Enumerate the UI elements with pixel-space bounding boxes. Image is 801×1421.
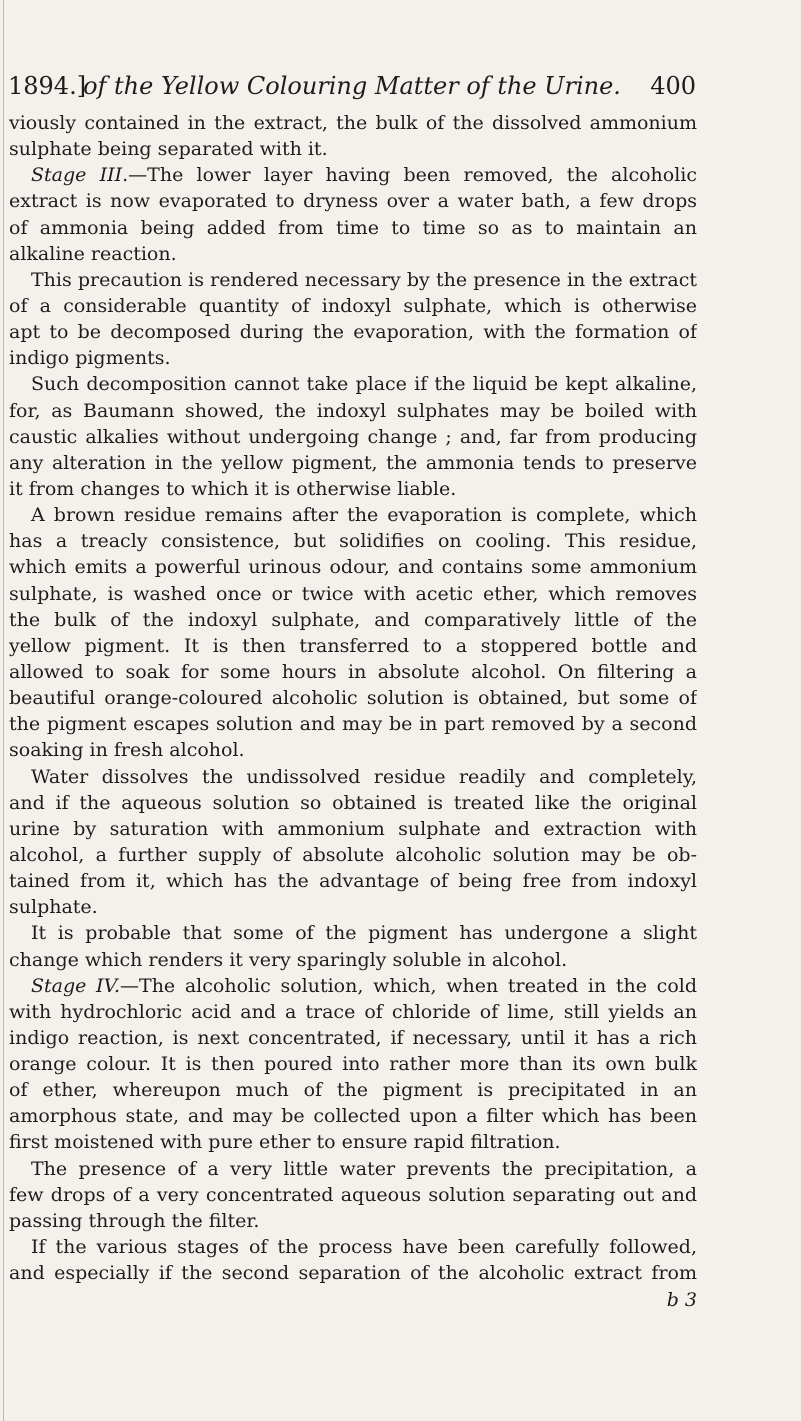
- line-text: which emits a powerful urinous odour, and contains some ammonium: [9, 556, 697, 579]
- signature-text: b 3: [666, 1289, 697, 1311]
- text-line: [9, 711, 697, 737]
- text-line: [9, 450, 697, 476]
- line-text: the pigment escapes solution and may be in part removed by a second: [9, 713, 697, 736]
- page-gutter-edge: [3, 0, 4, 1421]
- text-line: [9, 241, 697, 267]
- line-text: —The alcoholic solution, which, when treated in the cold: [120, 974, 697, 997]
- line-text: Such decomposition cannot take place if the liquid be kept alkaline,: [31, 373, 697, 396]
- text-line: [9, 581, 697, 607]
- line-text: it from changes to which it is otherwise liable.: [9, 477, 457, 500]
- text-line: [9, 685, 697, 711]
- text-line: [9, 973, 697, 999]
- text-line: [9, 894, 697, 920]
- text-line: [9, 1260, 697, 1286]
- line-text: the bulk of the indoxyl sulphate, and comparatively little of the: [9, 608, 697, 631]
- line-text: extract is now evaporated to dryness over a water bath, a few drops: [9, 190, 697, 213]
- text-line: [9, 1208, 697, 1234]
- text-line: [9, 502, 697, 528]
- line-text: yellow pigment. It is then transferred to a stoppered bottle and: [9, 634, 697, 657]
- text-line: [9, 920, 697, 946]
- line-text: few drops of a very concentrated aqueous solution separating out and: [9, 1183, 697, 1206]
- text-line: [9, 528, 697, 554]
- line-text: and if the aqueous solution so obtained is treated like the original: [9, 791, 697, 814]
- line-text: has a treacly consistence, but solidifies on cooling. This residue,: [9, 530, 697, 553]
- text-line: [9, 999, 697, 1025]
- line-text: caustic alkalies without undergoing change ; and, far from producing: [9, 425, 697, 448]
- line-text: indigo pigments.: [9, 347, 171, 370]
- page-number: 400: [650, 72, 696, 100]
- text-line: [9, 398, 697, 424]
- text-line: [9, 842, 697, 868]
- line-text: of ammonia being added from time to time so as to maintain an: [9, 216, 697, 239]
- line-text: It is probable that some of the pigment has undergone a slight: [31, 922, 697, 945]
- text-line: [9, 1103, 697, 1129]
- line-text: This precaution is rendered necessary by the presence in the extract: [31, 268, 697, 291]
- text-line: [9, 633, 697, 659]
- line-text: viously contained in the extract, the bulk of the dissolved ammonium: [9, 112, 697, 134]
- text-line: [9, 816, 697, 842]
- stage-heading: Stage IV.: [31, 974, 121, 997]
- text-line: [9, 1156, 697, 1182]
- line-text: apt to be decomposed during the evaporation, with the formation of: [9, 321, 697, 344]
- header-title: of the Yellow Colouring Matter of the Urine.: [83, 72, 621, 100]
- text-line: [9, 1077, 697, 1103]
- line-text: with hydrochloric acid and a trace of chloride of lime, still yields an: [9, 1000, 697, 1023]
- line-text: beautiful orange-coloured alcoholic solution is obtained, but some of: [9, 687, 697, 710]
- line-text: The presence of a very little water prevents the precipitation, a: [31, 1157, 697, 1180]
- line-text: Water dissolves the undissolved residue readily and completely,: [31, 765, 697, 788]
- stage-heading: Stage III.: [31, 164, 129, 187]
- line-text: any alteration in the yellow pigment, the ammonia tends to preserve: [9, 451, 697, 474]
- line-text: orange colour. It is then poured into rather more than its own bulk: [9, 1053, 697, 1076]
- text-line: [9, 110, 697, 136]
- text-line: [9, 737, 697, 763]
- text-line: [9, 345, 697, 371]
- text-line: [9, 1025, 697, 1051]
- line-text: allowed to soak for some hours in absolute alcohol. On filtering a: [9, 660, 697, 683]
- text-line: [9, 1182, 697, 1208]
- line-text: alcohol, a further supply of absolute alcoholic solution may be ob-: [9, 843, 697, 866]
- signature-mark: [9, 1287, 725, 1313]
- text-line: [9, 947, 697, 973]
- text-line: [9, 659, 697, 685]
- line-text: for, as Baumann showed, the indoxyl sulphates may be boiled with: [9, 399, 697, 422]
- running-header: [8, 72, 696, 108]
- line-text: tained from it, which has the advantage of being free from indoxyl: [9, 870, 697, 893]
- line-text: soaking in fresh alcohol.: [9, 739, 245, 762]
- text-line: [9, 162, 697, 188]
- text-line: [9, 607, 697, 633]
- line-text: —The lower layer having been removed, the alcoholic: [128, 164, 697, 187]
- text-line: [9, 293, 697, 319]
- text-line: [9, 1234, 697, 1260]
- line-text: and especially if the second separation of the alcoholic extract from: [9, 1262, 697, 1285]
- header-year: 1894.]: [8, 72, 87, 100]
- text-line: [9, 424, 697, 450]
- line-text: A brown residue remains after the evaporation is complete, which: [31, 504, 697, 527]
- line-text: amorphous state, and may be collected upon a filter which has been: [9, 1105, 697, 1128]
- line-text: first moistened with pure ether to ensure rapid filtration.: [9, 1131, 561, 1154]
- text-line: [9, 764, 697, 790]
- text-line: [9, 476, 697, 502]
- text-line: [9, 554, 697, 580]
- text-line: [9, 267, 697, 293]
- text-line: [9, 215, 697, 241]
- line-text: alkaline reaction.: [9, 242, 177, 265]
- line-text: indigo reaction, is next concentrated, if necessary, until it has a rich: [9, 1026, 697, 1049]
- text-line: [9, 188, 697, 214]
- line-text: sulphate, is washed once or twice with acetic ether, which removes: [9, 582, 697, 605]
- text-line: [9, 1129, 697, 1155]
- text-line: [9, 136, 697, 162]
- line-text: of ether, whereupon much of the pigment is precipitated in an: [9, 1079, 697, 1102]
- text-line: [9, 1051, 697, 1077]
- text-line: [9, 790, 697, 816]
- text-line: [9, 319, 697, 345]
- line-text: passing through the filter.: [9, 1209, 260, 1232]
- line-text: sulphate being separated with it.: [9, 138, 328, 161]
- text-line: [9, 868, 697, 894]
- text-line: [9, 371, 697, 397]
- line-text: of a considerable quantity of indoxyl sulphate, which is otherwise: [9, 294, 697, 317]
- body-text: [9, 110, 697, 1286]
- line-text: If the various stages of the process have been carefully followed,: [31, 1236, 697, 1259]
- line-text: change which renders it very sparingly soluble in alcohol.: [9, 948, 568, 971]
- line-text: sulphate.: [9, 896, 98, 919]
- line-text: urine by saturation with ammonium sulphate and extraction with: [9, 817, 697, 840]
